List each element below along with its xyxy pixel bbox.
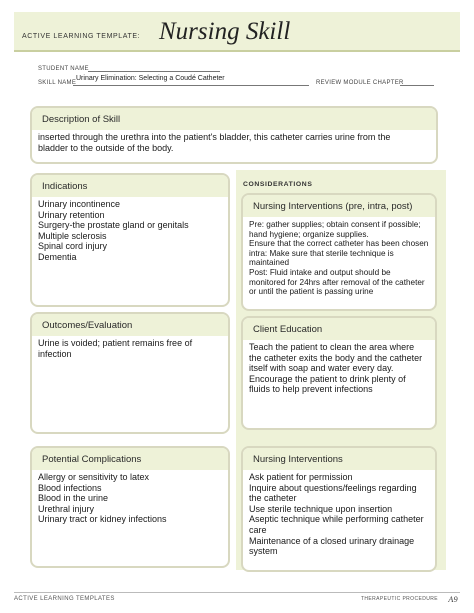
pip-line: Post: Fluid intake and output should be bbox=[249, 267, 391, 277]
indication-item: Surgery-the prostate gland or genitals bbox=[38, 220, 189, 231]
considerations-heading: CONSIDERATIONS bbox=[243, 181, 313, 188]
complications-box bbox=[30, 446, 230, 568]
description-heading: Description of Skill bbox=[32, 108, 436, 130]
complication-item: Allergy or sensitivity to latex bbox=[38, 472, 150, 482]
skill-name-value: Urinary Elimination: Selecting a Coudé Catheter bbox=[76, 75, 225, 82]
outcomes-box bbox=[30, 312, 230, 434]
pip-line: intra: Make sure that sterile technique is bbox=[249, 248, 394, 258]
nursing-interventions-pip-list bbox=[243, 220, 435, 297]
intervention-item: Inquire about questions/feelings regarding bbox=[249, 482, 417, 493]
footer bbox=[0, 596, 474, 608]
client-education-line: itself with soap and water every day. bbox=[249, 363, 394, 374]
client-education-heading: Client Education bbox=[243, 318, 435, 340]
intervention-item: Aseptic technique while performing catheter bbox=[249, 514, 424, 525]
intervention-item: care bbox=[249, 524, 267, 535]
client-education-text bbox=[243, 342, 435, 395]
footer-left-label: ACTIVE LEARNING TEMPLATES bbox=[14, 596, 115, 602]
description-line: bladder to the outside of the body. bbox=[38, 142, 174, 153]
outcomes-text bbox=[32, 338, 228, 359]
complication-item: Urethral injury bbox=[38, 503, 95, 514]
nursing-interventions-list bbox=[243, 472, 435, 557]
nursing-interventions-heading: Nursing Interventions bbox=[243, 448, 435, 470]
client-education-line: Encourage the patient to drink plenty of bbox=[249, 373, 406, 384]
indication-item: Spinal cord injury bbox=[38, 241, 108, 252]
complications-list bbox=[32, 472, 228, 525]
outcomes-heading: Outcomes/Evaluation bbox=[32, 314, 228, 336]
student-name-field[interactable] bbox=[88, 63, 220, 72]
indication-item: Dementia bbox=[38, 251, 77, 262]
nursing-interventions-box bbox=[241, 446, 437, 572]
pip-line: maintained bbox=[249, 258, 290, 268]
intervention-item: system bbox=[249, 546, 278, 557]
complication-item: Blood in the urine bbox=[38, 493, 109, 504]
pip-line: hand hygiene; organize supplies. bbox=[249, 229, 369, 239]
outcomes-line: infection bbox=[38, 348, 72, 359]
description-text bbox=[32, 132, 436, 153]
indication-item: Urinary incontinence bbox=[38, 199, 121, 209]
client-education-box bbox=[241, 316, 437, 430]
indications-list bbox=[32, 199, 228, 263]
review-module-field[interactable] bbox=[400, 77, 434, 86]
client-education-line: the catheter exits the body and the catheter bbox=[249, 352, 423, 363]
nursing-interventions-pip-heading: Nursing Interventions (pre, intra, post) bbox=[243, 195, 435, 217]
footer-procedure-label: THERAPEUTIC PROCEDURE bbox=[360, 596, 438, 602]
intervention-item: Maintenance of a closed urinary drainage bbox=[249, 535, 415, 546]
description-line: inserted through the urethra into the patient's bladder, this catheter carries urine from the bbox=[38, 132, 391, 142]
pip-line: Pre: gather supplies; obtain consent if possible; bbox=[249, 220, 421, 229]
page-number: A9 bbox=[448, 595, 458, 604]
nursing-interventions-pip-box bbox=[241, 193, 437, 311]
intervention-item: Use sterile technique upon insertion bbox=[249, 503, 393, 514]
indications-heading: Indications bbox=[32, 175, 228, 197]
complications-heading: Potential Complications bbox=[32, 448, 228, 470]
intervention-item: Ask patient for permission bbox=[249, 472, 353, 482]
template-label: ACTIVE LEARNING TEMPLATE: bbox=[22, 33, 141, 40]
pip-line: or until the patient is passing urine bbox=[249, 287, 374, 297]
indication-item: Urinary retention bbox=[38, 209, 105, 220]
complication-item: Urinary tract or kidney infections bbox=[38, 514, 167, 525]
template-title: Nursing Skill bbox=[159, 18, 291, 45]
client-education-line: Teach the patient to clean the area where bbox=[249, 342, 415, 352]
description-box bbox=[30, 106, 438, 164]
skill-name-label: SKILL NAME bbox=[38, 80, 77, 86]
outcomes-line: Urine is voided; patient remains free of bbox=[38, 338, 193, 348]
client-education-line: fluids to help prevent infections bbox=[249, 384, 373, 395]
complication-item: Blood infections bbox=[38, 482, 102, 493]
pip-line: Ensure that the correct catheter has been chosen bbox=[249, 239, 429, 249]
indication-item: Multiple sclerosis bbox=[38, 230, 107, 241]
review-module-label: REVIEW MODULE CHAPTER bbox=[316, 80, 404, 86]
intervention-item: the catheter bbox=[249, 493, 297, 504]
student-name-label: STUDENT NAME bbox=[38, 66, 89, 72]
indications-box bbox=[30, 173, 230, 307]
pip-line: monitored for 24hrs after removal of the catheter bbox=[249, 277, 425, 287]
footer-divider bbox=[14, 592, 460, 593]
